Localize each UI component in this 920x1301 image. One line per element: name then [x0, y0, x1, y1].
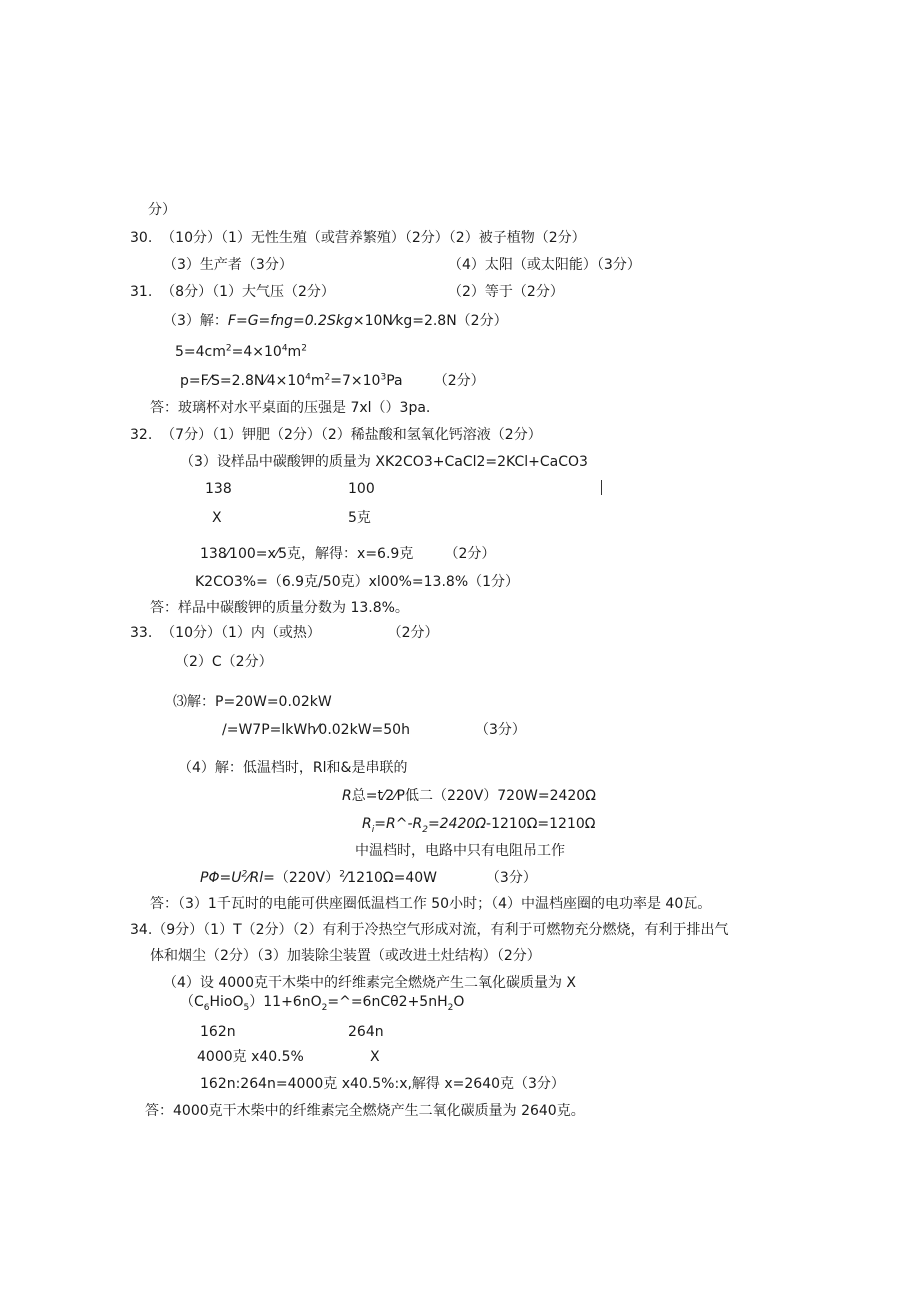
q33-header: 33. （10分）（1）内（或热） （2分） [130, 625, 439, 641]
formula-line: $P\Phi=U^2⁄Rl=(220V)^2⁄1210\Omega=40W$ （3分） [200, 869, 537, 886]
text-line: （4）解：低温档时，Rl和&是串联的 [178, 760, 408, 776]
chem-equation: $(C_6HioO_5)11+6nO_2=\^{}=6nC\theta 2+5nH_2O$ [180, 994, 465, 1013]
q31-header: 31. （8分）（1）大气压（2分） [130, 284, 335, 300]
formula-line: 138⁄100=x⁄5克，解得：x=6.9克 （2分） [200, 546, 496, 562]
text-line: （4）设 4000克干木柴中的纤维素完全燃烧产生二氧化碳质量为 X [163, 975, 577, 991]
text-line: 分） [148, 202, 176, 218]
answer-line: 答：4000克干木柴中的纤维素完全燃烧产生二氧化碳质量为 2640克。 [145, 1103, 585, 1119]
formula-line: （3）解：F=G=fng=0.2Skg×10N⁄kg=2.8N（2分） [163, 313, 508, 329]
equation-mass: 100 [348, 481, 375, 497]
q34-header: 34.（9分）（1）T（2分）（2）有利于冷热空气形成对流，有利于可燃物充分燃烧，有利于排出气 [130, 922, 729, 938]
cursor-bar [601, 480, 602, 495]
q32-header: 32. （7分）（1）钾肥（2分）（2）稀盐酸和氢氧化钙溶液（2分） [130, 427, 542, 443]
formula-line: K2CO3%=（6.9克/50克）xl00%=13.8%（1分） [195, 574, 520, 590]
equation-mass: 162n [200, 1024, 236, 1040]
formula-line: $R_i=R\^{}-R_2=2420\Omega-1210\Omega=1210\Omega$ [362, 816, 596, 835]
formula-line: 162n:264n=4000克 x40.5%:x,解得 x=2640克（3分） [200, 1076, 565, 1092]
equation-mass: 5克 [348, 510, 371, 526]
score: （3分） [475, 722, 526, 738]
formula-line: $5=4cm^2=4\times 10^4m^2$ [175, 343, 307, 360]
equation-mass: X [212, 510, 222, 526]
text-line: （3）生产者（3分） [163, 257, 293, 273]
text-line: （2）等于（2分） [448, 284, 564, 300]
answer-line: 答：玻璃杯对水平桌面的压强是 7xl（）3pa. [150, 400, 431, 416]
text-line: （4）太阳（或太阳能）（3分） [448, 257, 641, 273]
equation-mass: X [370, 1049, 380, 1065]
q30-header: 30. （10分）（1）无性生殖（或营养繁殖）（2分）（2）被子植物（2分） [130, 230, 586, 246]
formula-line: $p=F⁄S=2.8N⁄4\times 10^4m^2=7\times 10^3Pa$ （2分） [180, 372, 485, 389]
equation-mass: 138 [205, 481, 232, 497]
answer-line: 答：（3）1千瓦时的电能可供座圈低温档工作 50小时；（4）中温档座圈的电功率是 40瓦。 [150, 896, 712, 912]
formula-line: R总=t⁄2⁄P低二（220V）720W=2420Ω [342, 788, 596, 804]
answer-line: 答：样品中碳酸钾的质量分数为 13.8%。 [150, 600, 409, 616]
equation-mass: 264n [348, 1024, 384, 1040]
equation-mass: 4000克 x40.5% [197, 1049, 304, 1065]
text-line: 中温档时，电路中只有电阻吊工作 [355, 843, 565, 859]
text-line: （3）设样品中碳酸钾的质量为 XK2CO3+CaCl2=2KCl+CaCO3 [180, 454, 588, 470]
text-line: （2）C（2分） [175, 654, 273, 670]
formula-line: /=W7P=lkWh⁄0.02kW=50h [222, 722, 410, 738]
formula-line: ⑶解：P=20W=0.02kW [173, 694, 332, 710]
text-line: 体和烟尘（2分）（3）加装除尘装置（或改进土灶结构）（2分） [150, 948, 541, 964]
